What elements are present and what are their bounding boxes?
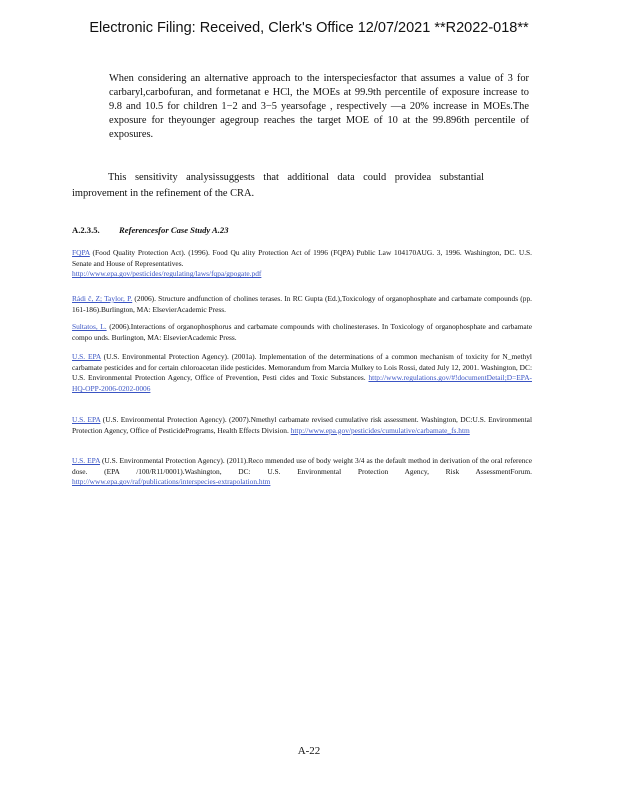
reference-epa-2001 — [72, 352, 532, 394]
page-number: A-22 — [297, 745, 321, 757]
section-heading — [72, 225, 229, 235]
reference-text: (2006).Interactions of organophosphorus and carbamate compounds with cholinesterases. In Toxicology of organophosphate and carbamate compo unds. Burlington, MA: ElsevierAcademic Press. — [72, 322, 532, 342]
reference-author-link[interactable]: Rádi č, Z; Taylor, P. — [72, 294, 133, 303]
reference-url[interactable]: http://www.regulations.gov/#!documentDetail;D=EPA-HQ-OPP-2006-0202-0006 — [72, 373, 532, 393]
reference-radic — [72, 294, 532, 315]
section-title: Referencesfor Case Study A.23 — [119, 225, 229, 235]
reference-author-link[interactable]: Sultatos, L. — [72, 322, 107, 331]
reference-fqpa — [72, 248, 532, 280]
reference-url[interactable]: http://www.epa.gov/pesticides/cumulative/carbamate_fs.htm — [290, 425, 470, 435]
reference-text: (Food Quality Protection Act). (1996). Food Qu ality Protection Act of 1996 (FQPA) Public Law 104170AUG. 3, 1996. Washington, DC. U.S. Senate and House of Representatives. — [72, 248, 532, 268]
reference-text: (2006). Structure andfunction of cholines terases. In RC Gupta (Ed.),Toxicology of organophosphate and carbamate compounds (pp. 161-186).Burlington, MA: ElsevierAcademic Press. — [72, 294, 532, 314]
reference-text: (U.S. Environmental Protection Agency). (2011).Reco mmended use of body weight 3/4 as the default method in derivation of the oral reference dose. (EPA /100/R11/0001).Washington, DC: U.S. Environmental Protection Agency, Risk AssessmentForum. — [72, 456, 532, 476]
reference-url[interactable]: http://www.epa.gov/pesticides/regulating/laws/fqpa/gpogate.pdf — [72, 269, 262, 279]
reference-sultatos — [72, 322, 532, 343]
page-header: Electronic Filing: Received, Clerk's Office 12/07/2021 **R2022-018** — [89, 20, 529, 36]
reference-author-link[interactable]: U.S. EPA — [72, 456, 100, 465]
bullet-text: When considering an alternative approach to the interspeciesfactor that assumes a value of 3 for carbaryl,carbofuran, and formetanat e HCl, the MOEs at 99.9th percentile of exposure increase to 9.8 and 10.5 for children 1−2 and 3−5 yearsofage , respectively —a 20% increase in MOEs.The exposure for theyounger agegroup reaches the target MOE of 10 at the 99.896th percentile of exposures. — [109, 73, 529, 140]
reference-author-link[interactable]: U.S. EPA — [72, 415, 101, 424]
reference-author-link[interactable]: FQPA — [72, 248, 90, 257]
section-number: A.2.3.5. — [72, 225, 100, 235]
reference-author-link[interactable]: U.S. EPA — [72, 352, 101, 361]
reference-epa-2011 — [72, 456, 532, 488]
sensitivity-paragraph: This sensitivity analysissuggests that additional data could providea substantial improvement in the refinement of the CRA. — [72, 172, 484, 199]
reference-url[interactable]: http://www.epa.gov/raf/publications/interspecies-extrapolation.htm — [72, 477, 271, 487]
reference-text: (U.S. Environmental Protection Agency). (2007).Nmethyl carbamate revised cumulative risk assessment. Washington, DC:U.S. Environmental Protection Agency, Office of PesticidePrograms, Health Effects Division. — [72, 415, 532, 435]
reference-text: (U.S. Environmental Protection Agency). (2001a). Implementation of the determinations of a common mechanism of toxicity for N_methyl carbamate pesticides and for certain chloroacetan ilide pesticides. Memorandum from Marcia Mulkey to Lois Rossi, dated July 12, 2001. Washington, DC: U.S. Environmental Protection Agency, Office of Prevention, Pesti cides and Toxic Substances. — [72, 352, 532, 383]
reference-epa-2007 — [72, 415, 532, 436]
bullet-icon — [86, 72, 94, 86]
